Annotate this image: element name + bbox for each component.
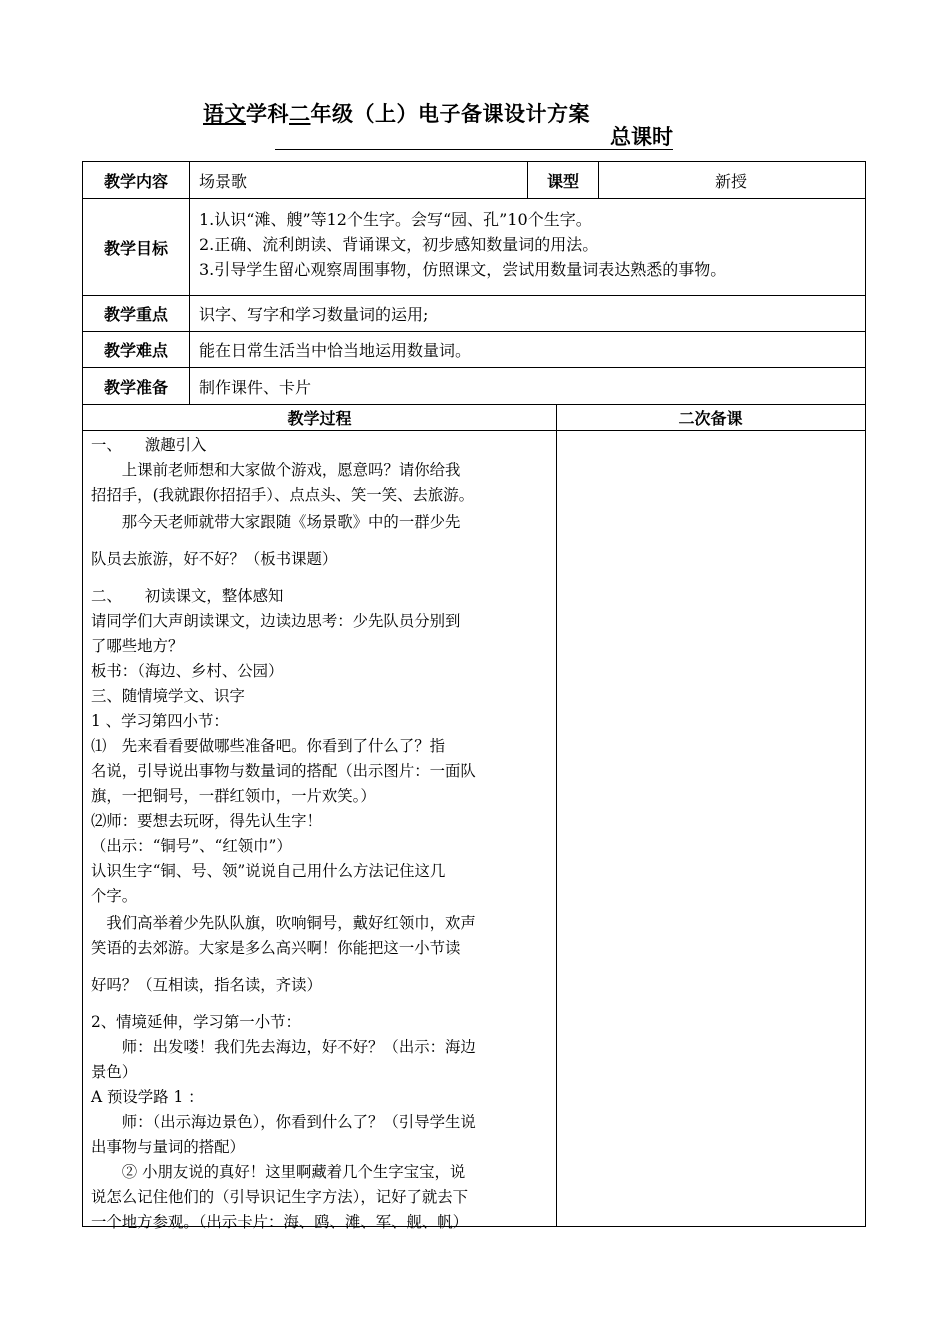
- goal-item: 2.正确、流利朗读、背诵课文，初步感知数量词的用法。: [199, 235, 599, 254]
- grade-suffix: 年级（上）电子备课设计方案: [310, 102, 590, 126]
- grade: 二: [289, 102, 311, 126]
- key-value: 识字、写字和学习数量词的运用;: [199, 305, 429, 324]
- document-title: [203, 98, 590, 128]
- process-line: 出事物与量词的搭配）: [91, 1138, 245, 1156]
- second-prep-header: 二次备课: [678, 409, 743, 428]
- process-header: 教学过程: [83, 405, 557, 430]
- process-line: 笑语的去郊游。大家是多么高兴啊！你能把这一小节读: [91, 939, 461, 957]
- prep-value: 制作课件、卡片: [199, 377, 312, 397]
- column-divider: [556, 431, 557, 1226]
- goal-item: 1.认识“滩、艘”等12个生字。会写“园、孔”10个生字。: [199, 210, 592, 229]
- process-line: 那今天老师就带大家跟随《场景歌》中的一群少先: [91, 513, 461, 531]
- process-body-row: [82, 430, 866, 1231]
- process-line: 景色）: [91, 1063, 138, 1081]
- key-label: 教学重点: [83, 296, 190, 331]
- process-line: 名说，引导说出事物与数量词的搭配（出示图片：一面队: [91, 762, 476, 780]
- goal-item: 3.引导学生留心观察周围事物，仿照课文，尝试用数量词表达熟悉的事物。: [199, 260, 727, 279]
- process-line: 我们高举着少先队队旗，吹响铜号，戴好红领巾，欢声: [91, 914, 476, 932]
- difficult-label: 教学难点: [83, 332, 190, 367]
- process-line: 三、随情境学文、识字: [91, 687, 245, 705]
- process-line: ⑴ 先来看看要做哪些准备吧。你看到了什么了？指: [91, 737, 445, 755]
- row-difficult-points: [82, 331, 866, 368]
- type-label: 课型: [527, 162, 599, 198]
- row-key-points: [82, 295, 866, 332]
- process-line: 一、 激趣引入: [91, 436, 207, 454]
- process-line: ② 小朋友说的真好！这里啊藏着几个生字宝宝，说: [91, 1163, 466, 1181]
- process-line: 招招手，(我就跟你招招手）、点点头、笑一笑、去旅游。: [91, 486, 475, 504]
- process-line: 个字。: [91, 887, 138, 905]
- process-line: 说怎么记住他们的（引导识记生字方法），记好了就去下: [91, 1188, 469, 1206]
- type-value: 新授: [714, 171, 747, 191]
- process-line: 队员去旅游，好不好？（板书课题）: [91, 550, 338, 568]
- process-line: A 预设学路 1 ：: [91, 1088, 204, 1106]
- process-line: 2、情境延伸，学习第一小节：: [91, 1013, 301, 1031]
- row-content: [82, 161, 866, 199]
- process-line: 上课前老师想和大家做个游戏，愿意吗？请你给我: [91, 461, 461, 479]
- process-line: 了哪些地方？: [91, 637, 184, 655]
- prep-label: 教学准备: [83, 368, 190, 404]
- process-line: 好吗？（互相读，指名读，齐读）: [91, 976, 322, 994]
- process-line: 二、 初读课文，整体感知: [91, 587, 284, 605]
- process-content: [91, 433, 553, 1235]
- goals-label: 教学目标: [83, 199, 190, 295]
- process-line: 师：（出示海边景色），你看到什么了？（引导学生说: [91, 1113, 476, 1131]
- subject-suffix: 学科: [246, 102, 289, 126]
- row-goals: [82, 198, 866, 296]
- row-preparation: [82, 367, 866, 405]
- difficult-value: 能在日常生活当中恰当地运用数量词。: [199, 341, 472, 360]
- goals-list: [199, 207, 726, 282]
- process-line: 一个地方参观。（出示卡片：海、鸥、滩、军、舰、帆）: [91, 1213, 469, 1231]
- subject: 语文: [203, 102, 246, 126]
- total-lessons: 总课时: [275, 125, 673, 150]
- process-line: 1 、学习第四小节：: [91, 712, 229, 730]
- process-line: ⑵师：要想去玩呀，得先认生字！: [91, 812, 322, 830]
- process-line: 认识生字“铜、号、领”说说自己用什么方法记住这几: [91, 862, 446, 880]
- process-line: 旗，一把铜号，一群红领巾，一片欢笑。）: [91, 787, 376, 805]
- process-line: （出示：“铜号”、“红领巾”）: [91, 837, 292, 855]
- content-value: 场景歌: [199, 171, 248, 191]
- content-label: 教学内容: [83, 162, 190, 198]
- process-line: 请同学们大声朗读课文，边读边思考：少先队员分别到: [91, 612, 461, 630]
- process-header-row: [82, 404, 866, 431]
- process-line: 师：出发喽！我们先去海边，好不好？（出示：海边: [91, 1038, 476, 1056]
- process-line: 板书：（海边、乡村、公园）: [91, 662, 284, 680]
